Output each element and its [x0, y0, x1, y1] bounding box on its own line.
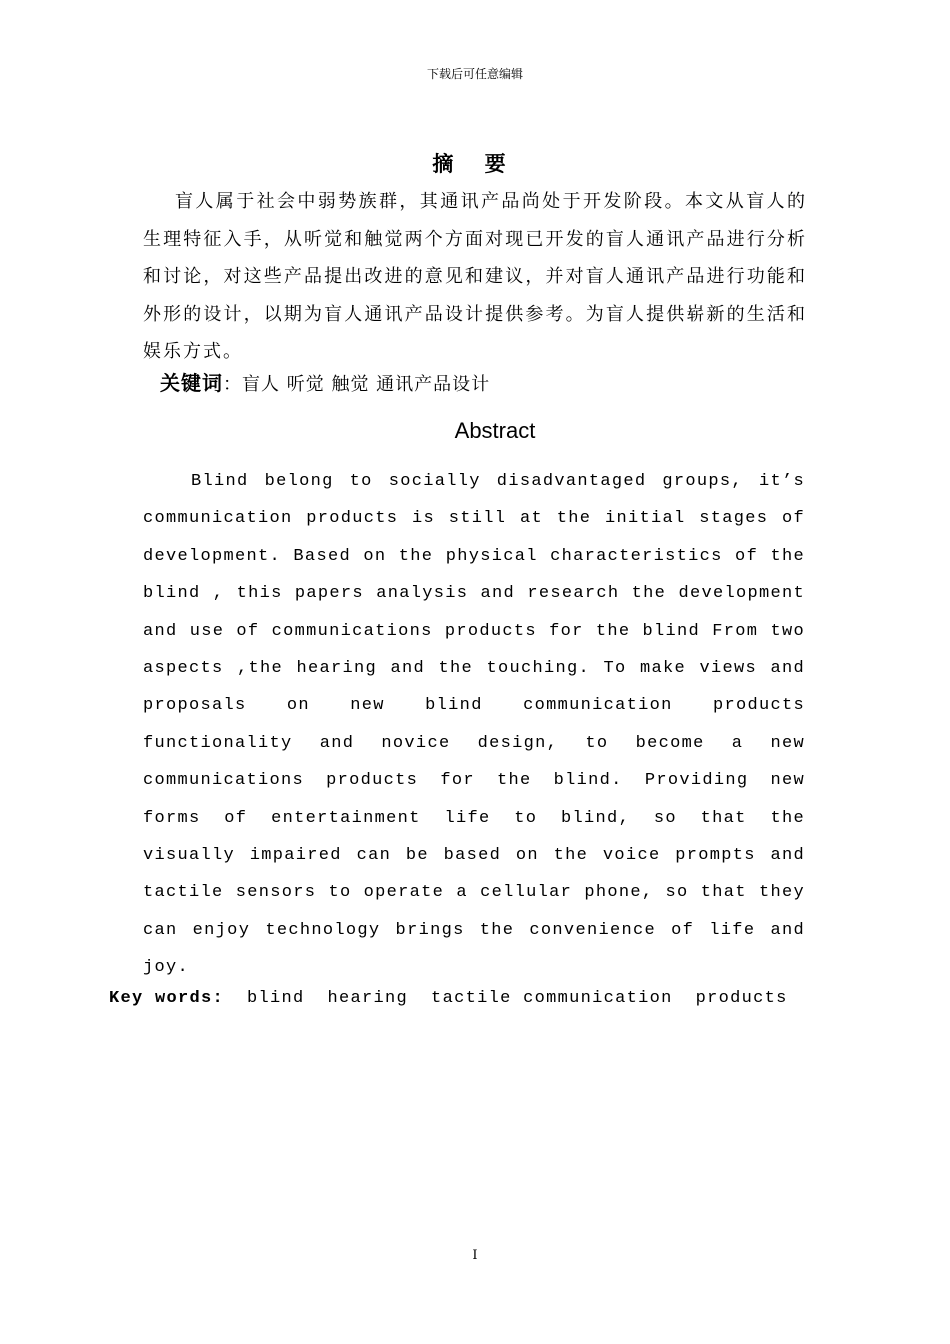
english-keywords-values: blind hearing tactile communication products — [224, 989, 788, 1008]
chinese-abstract-body: 盲人属于社会中弱势族群，其通讯产品尚处于开发阶段。本文从盲人的生理特征入手，从听觉和触觉两个方面对现已开发的盲人通讯产品进行分析和讨论，对这些产品提出改进的意见和建议，并对盲人通讯产品进行功能和外形的设计，以期为盲人通讯产品设计提供参考。为盲人提供崭新的生活和娱乐方式。 — [143, 191, 807, 362]
chinese-keywords — [160, 368, 820, 400]
chinese-keywords-separator: ： — [223, 374, 242, 395]
chinese-abstract-title: 摘 要 — [432, 152, 518, 176]
english-abstract-title: Abstract — [454, 418, 536, 443]
page-number: I — [472, 1248, 478, 1263]
english-abstract-body: Blind belong to socially disadvantaged groups, it’s communication products is still at the initial stages of development. Based on the physical characteristics of the blind , this papers analysis and research the development and use of communications products for the blind From two aspects ,the hearing and the touching. To make views and proposals on new blind communication products functionality and novice design, to become a new communications products for the blind. Providing new forms of entertainment life to blind, so that the visually impaired can be based on the voice prompts and tactile sensors to operate a cellular phone, so that they can enjoy technology brings the convenience of life and joy. — [143, 472, 805, 978]
header-note: 下载后可任意编辑 — [426, 67, 523, 81]
english-keywords — [109, 984, 809, 1014]
chinese-keywords-label: 关键词 — [160, 371, 223, 395]
english-keywords-label: Key words: — [109, 989, 225, 1008]
chinese-keywords-values: 盲人 听觉 触觉 通讯产品设计 — [242, 374, 491, 395]
